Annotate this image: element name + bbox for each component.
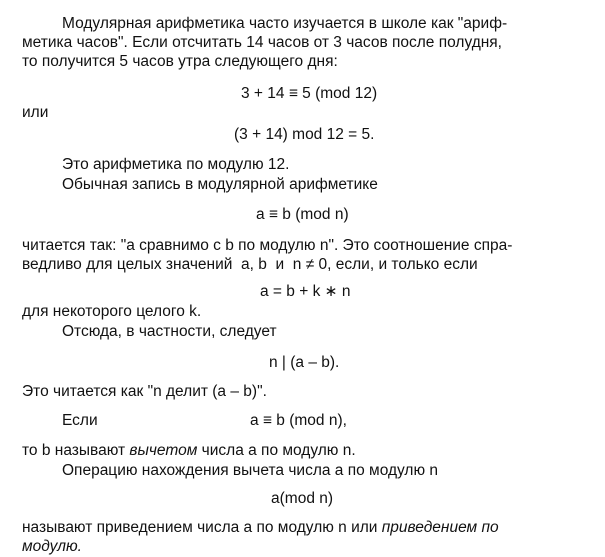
paragraph-10: Операцию нахождения вычета числа a по модулю n	[62, 462, 439, 479]
formula-congruence-general: a ≡ b (mod n)	[256, 206, 349, 223]
paragraph-9	[22, 441, 356, 461]
connector-or: или	[22, 104, 49, 121]
term-reduction-part-1: приведением по	[381, 519, 499, 536]
paragraph-6: Отсюда, в частности, следует	[62, 323, 277, 340]
paragraph-8-lead: Если	[62, 412, 98, 429]
formula-congruence-if: a ≡ b (mod n),	[250, 412, 347, 429]
paragraph-4-line-2: ведливо для целых значений a, b и n ≠ 0, если, и только если	[22, 256, 478, 273]
formula-mod-equation: (3 + 14) mod 12 = 5.	[234, 126, 375, 143]
term-reduction-part-2: модулю.	[22, 538, 82, 555]
paragraph-11-start: называют приведением числа a по модулю n или	[22, 519, 382, 536]
formula-congruence-clock: 3 + 14 ≡ 5 (mod 12)	[241, 85, 378, 102]
paragraph-1-line-3: то получится 5 часов утра следующего дня:	[22, 53, 338, 70]
paragraph-5: для некоторого целого k.	[22, 303, 202, 320]
paragraph-4-line-1: читается так: "а сравнимо с b по модулю n". Это соотношение спра-	[22, 237, 513, 254]
paragraph-3: Обычная запись в модулярной арифметике	[62, 176, 378, 193]
paragraph-9-start: то b называют	[22, 442, 130, 459]
paragraph-1-line-1: Модулярная арифметика часто изучается в школе как "ариф-	[62, 15, 508, 32]
paragraph-9-end: числа a по модулю n.	[197, 442, 356, 459]
formula-divides: n | (a – b).	[269, 354, 340, 371]
paragraph-2: Это арифметика по модулю 12.	[62, 156, 290, 173]
paragraph-11-line-1	[22, 518, 499, 538]
paragraph-7: Это читается как "n делит (a – b)".	[22, 383, 267, 400]
formula-definition: a = b + k ∗ n	[260, 283, 351, 300]
formula-a-mod-n: a(mod n)	[271, 490, 334, 507]
paragraph-1-line-2: метика часов". Если отсчитать 14 часов от 3 часов после полудня,	[22, 34, 502, 51]
term-residue: вычетом	[129, 442, 198, 459]
